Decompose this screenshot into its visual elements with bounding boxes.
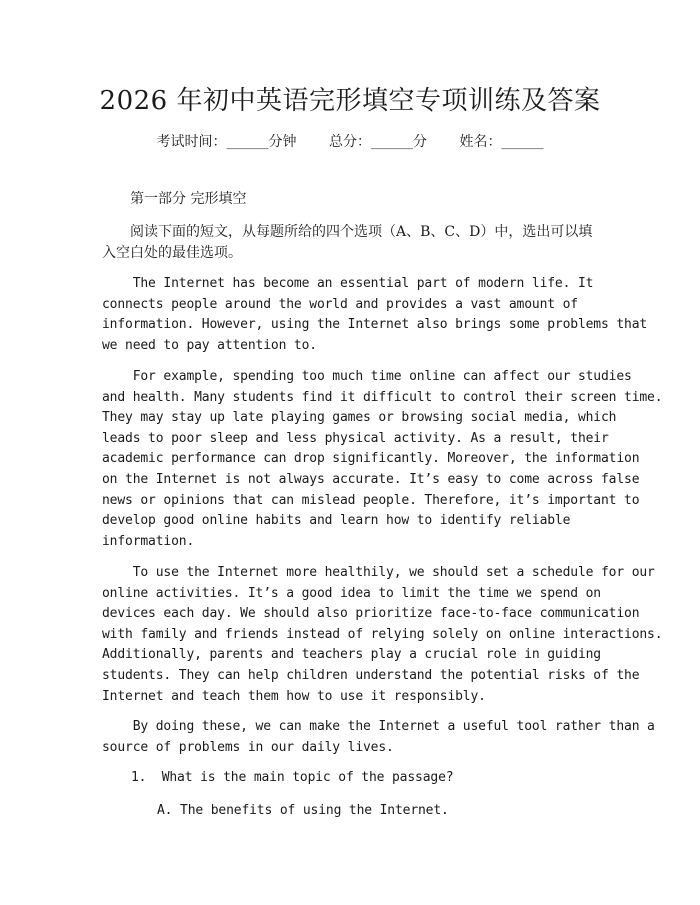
passage-paragraph-2: For example, spending too much time online can affect our studies and health. Many students find it difficult to control their screen time. They may stay up late playing games or browsing social media, which leads to poor sleep and less physical activity. As a result, their academic performance can drop significantly. Moreover, the information on the Internet is not always accurate. It’s easy to come across false news or opinions that can mislead people. Therefore, it’s important to develop good online habits and learn how to identify reliable information. — [102, 369, 663, 549]
passage-paragraph-1: The Internet has become an essential part of modern life. It connects people around the world and provides a vast amount of information. However, using the Internet also brings some problems that we need to pay attention to. — [102, 276, 648, 353]
passage-paragraph-3: To use the Internet more healthily, we should set a schedule for our online activities. It’s a good idea to limit the time we spend on devices each day. We should also prioritize face-to-face communication with family and friends instead of relying solely on online interactions. Additionally, parents and teachers play a crucial role in guiding students. They can help children understand the potential risks of the Internet and teach them how to use it responsibly. — [102, 565, 663, 704]
passage-paragraph-4: By doing these, we can make the Internet a useful tool rather than a source of problems in our daily lives. — [102, 719, 655, 755]
section-heading: 第一部分 完形填空 — [130, 191, 247, 207]
question-1-option-a: A. The benefits of using the Internet. — [157, 803, 449, 818]
exam-name-field: 姓名：______ — [459, 134, 544, 150]
question-1-text: 1. What is the main topic of the passage? — [131, 770, 454, 785]
exam-time-field: 考试时间：______分钟 — [156, 134, 297, 150]
instructions-paragraph: 阅读下面的短文，从每题所给的四个选项（A、B、C、D）中，选出可以填入空白处的最佳选项。 — [102, 224, 593, 261]
document-title: 2026 年初中英语完形填空专项训练及答案 — [99, 86, 601, 116]
exam-score-field: 总分：______分 — [329, 134, 427, 150]
exam-info-line — [0, 131, 700, 151]
